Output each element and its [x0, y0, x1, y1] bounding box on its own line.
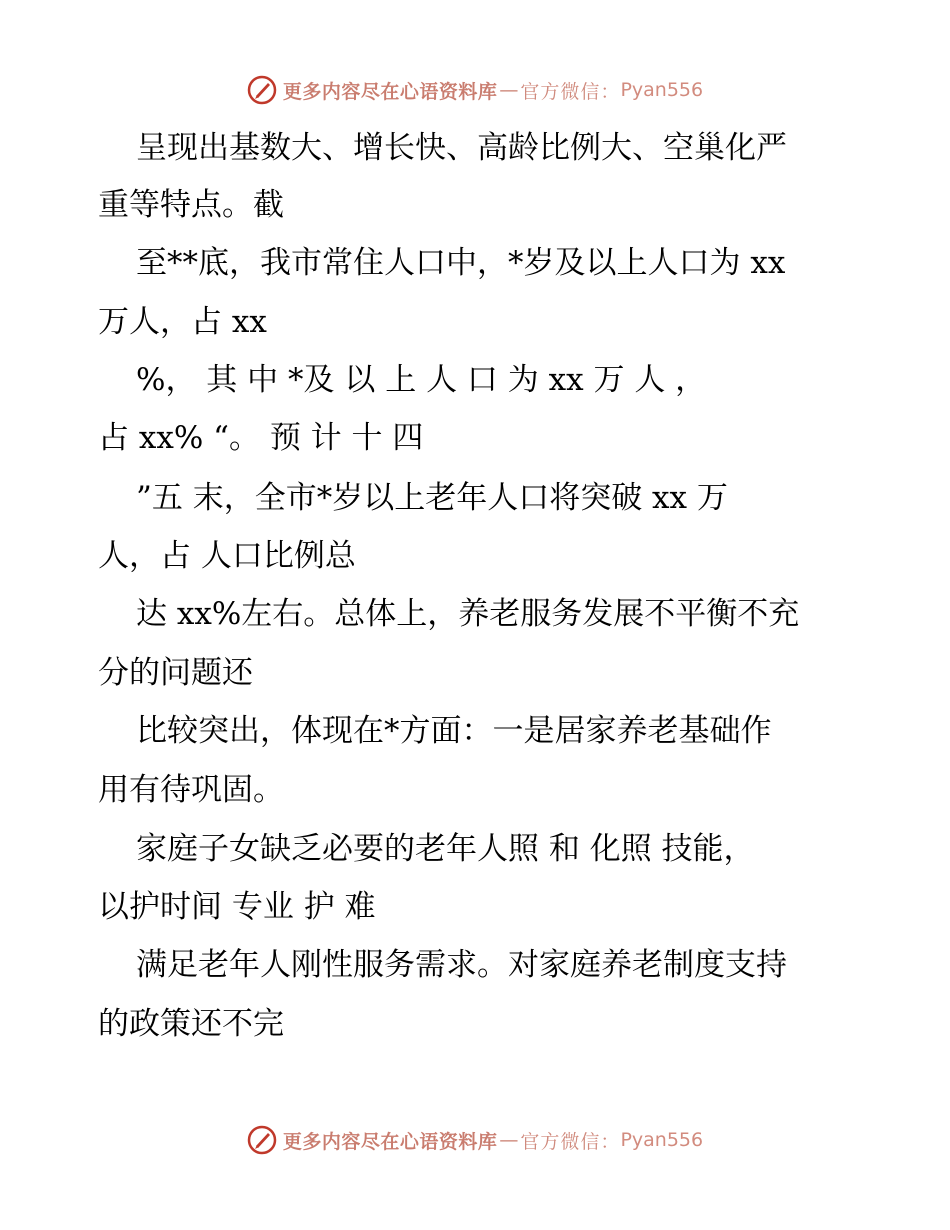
- paragraph-line: 比较突出，体现在*方面：一是居家养老基础作: [136, 713, 772, 749]
- quill-pen-seal-icon: [247, 1125, 277, 1155]
- watermark-wechat-id: Pyan556: [620, 1129, 704, 1151]
- footer-watermark: [0, 1120, 950, 1160]
- watermark-wechat-label: 官方微信：: [520, 1130, 621, 1153]
- watermark-wechat-id: Pyan556: [620, 79, 704, 101]
- paragraph-line: 万人，占 xx: [98, 304, 267, 340]
- paragraph-line: 至**底，我市常住人口中，*岁及以上人口为 xx: [136, 245, 786, 281]
- paragraph-line: 达 xx%左右。总体上，养老服务发展不平衡不充: [136, 596, 800, 632]
- watermark-site-text: 更多内容尽在心语资料库: [282, 1130, 498, 1153]
- paragraph-line: 重等特点。截: [98, 187, 284, 223]
- paragraph-line: 呈现出基数大、增长快、高龄比例大、空巢化严: [136, 130, 787, 166]
- paragraph-line: 人，占 人口比例总: [98, 538, 356, 574]
- watermark-separator: —: [499, 79, 519, 101]
- paragraph-line: 家庭子女缺乏必要的老年人照 和 化照 技能，: [136, 831, 755, 867]
- paragraph-line: 占 xx% “。 预 计 十 四: [98, 420, 424, 456]
- watermark-separator: —: [499, 1129, 519, 1151]
- paragraph-line: 用有待巩固。: [98, 772, 284, 808]
- paragraph-line: 满足老年人刚性服务需求。对家庭养老制度支持: [136, 947, 787, 983]
- paragraph-line: %， 其 中 *及 以 上 人 口 为 xx 万 人 ，: [136, 362, 707, 398]
- paragraph-line: 的政策还不完: [98, 1006, 284, 1042]
- paragraph-line: 以护时间 专业 护 难: [98, 889, 376, 925]
- paragraph-line: 分的问题还: [98, 655, 253, 691]
- paragraph-line: ”五 末，全市*岁以上老年人口将突破 xx 万: [136, 480, 728, 516]
- watermark-site-text: 更多内容尽在心语资料库: [282, 80, 498, 103]
- watermark-wechat-label: 官方微信：: [520, 80, 621, 103]
